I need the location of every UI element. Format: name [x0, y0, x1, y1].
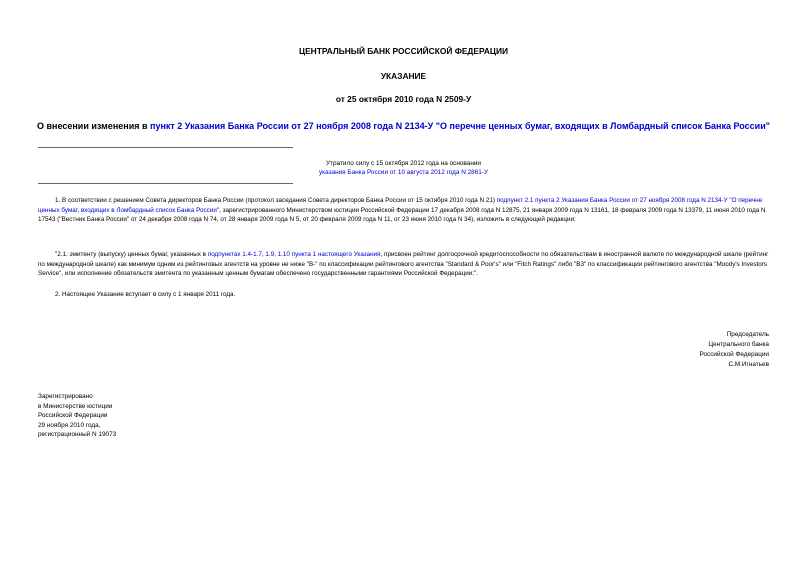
paragraph-1-link[interactable]: подпункт 2.1 пункта 2 Указания Банка России от 27 ноября 2008 года N 2134-У "О перечне ценных бумаг, входящих в Ломбардный список Банка России" — [38, 197, 763, 214]
paragraph-2 — [38, 250, 770, 279]
signature-position-2: Центрального банка — [708, 341, 769, 348]
document-type: УКАЗАНИЕ — [380, 71, 427, 81]
status-link[interactable]: указания Банка России от 10 августа 2012 года N 2861-У — [318, 169, 489, 176]
document-title — [0, 121, 807, 131]
registration-line-2: в Министерстве юстиции — [38, 402, 113, 410]
paragraph-2-link[interactable]: подпунктах 1.4-1.7, 1.9, 1.10 пункта 1 настоящего Указания — [207, 251, 381, 258]
paragraph-1-text-b: , зарегистрированного Министерством юстиции Российской Федерации 17 декабря 2008 года N 12875, 21 января 2009 года N 13161, 18 февраля 2009 года N 13379, 11 июня 2010 года N 17543 ("Вестник Банка России" от 24 декабря 2008 года N 74, от 28 января 2009 года N 5, от 20 февраля 2009 года N 11, от 23 июня 2010 года N 34), изложить в следующей редакции: — [38, 206, 766, 224]
paragraph-3: 2. Настоящее Указание вступает в силу с 1 января 2011 года. — [55, 291, 236, 298]
paragraph-1-text-a: 1. В соответствии с решением Совета директоров Банка России (протокол заседания Совета директоров Банка России от 15 октября 2010 года N 21) — [55, 197, 497, 204]
signature-block — [700, 330, 770, 370]
registration-line-4: 29 ноября 2010 года, — [38, 421, 101, 429]
signature-position-3: Российской Федерации — [699, 351, 769, 358]
registration-line-5: регистрационный N 19073 — [38, 431, 117, 439]
registration-line-1: Зарегистрировано — [38, 393, 93, 400]
signature-name: С.М.Игнатьев — [728, 361, 769, 368]
paragraph-2-text-b: , присвоен рейтинг долгосрочной кредитоспособности по обязательствам в иностранной валюте по международной шкале (рейтинг по международной шкале) как минимум одним из рейтинговых агентств на уровне не ниже "B-" по классификации рейтингового агентства "Standard & Poor's" или "Fitch Ratings" либо "B3" по классификации рейтингового агентства "Moody's Investors Service", или исполнение обязательств эмитента по указанным ценным бумагам обеспечено государственными гарантиями Российской Федерации;". — [38, 251, 769, 278]
status-note — [0, 159, 807, 177]
registration-block — [38, 392, 116, 440]
title-link[interactable]: пункт 2 Указания Банка России от 27 ноября 2008 года N 2134-У "О перечне ценных бумаг, входящих в Ломбардный список Банка России" — [150, 121, 770, 131]
registration-line-3: Российской Федерации — [38, 412, 108, 420]
title-prefix: О внесении изменения в — [37, 121, 151, 131]
paragraph-2-text-a: "2.1. эмитенту (выпуску) ценных бумаг, указанных в — [55, 251, 208, 258]
divider-bottom — [38, 183, 293, 184]
paragraph-1 — [38, 196, 770, 225]
status-line: Утратило силу с 15 октября 2012 года на основании — [326, 160, 481, 167]
divider-top — [38, 147, 293, 148]
document-date-number: от 25 октября 2010 года N 2509-У — [335, 94, 472, 104]
signature-position-1: Председатель — [726, 331, 769, 338]
bank-name: ЦЕНТРАЛЬНЫЙ БАНК РОССИЙСКОЙ ФЕДЕРАЦИИ — [298, 46, 509, 56]
